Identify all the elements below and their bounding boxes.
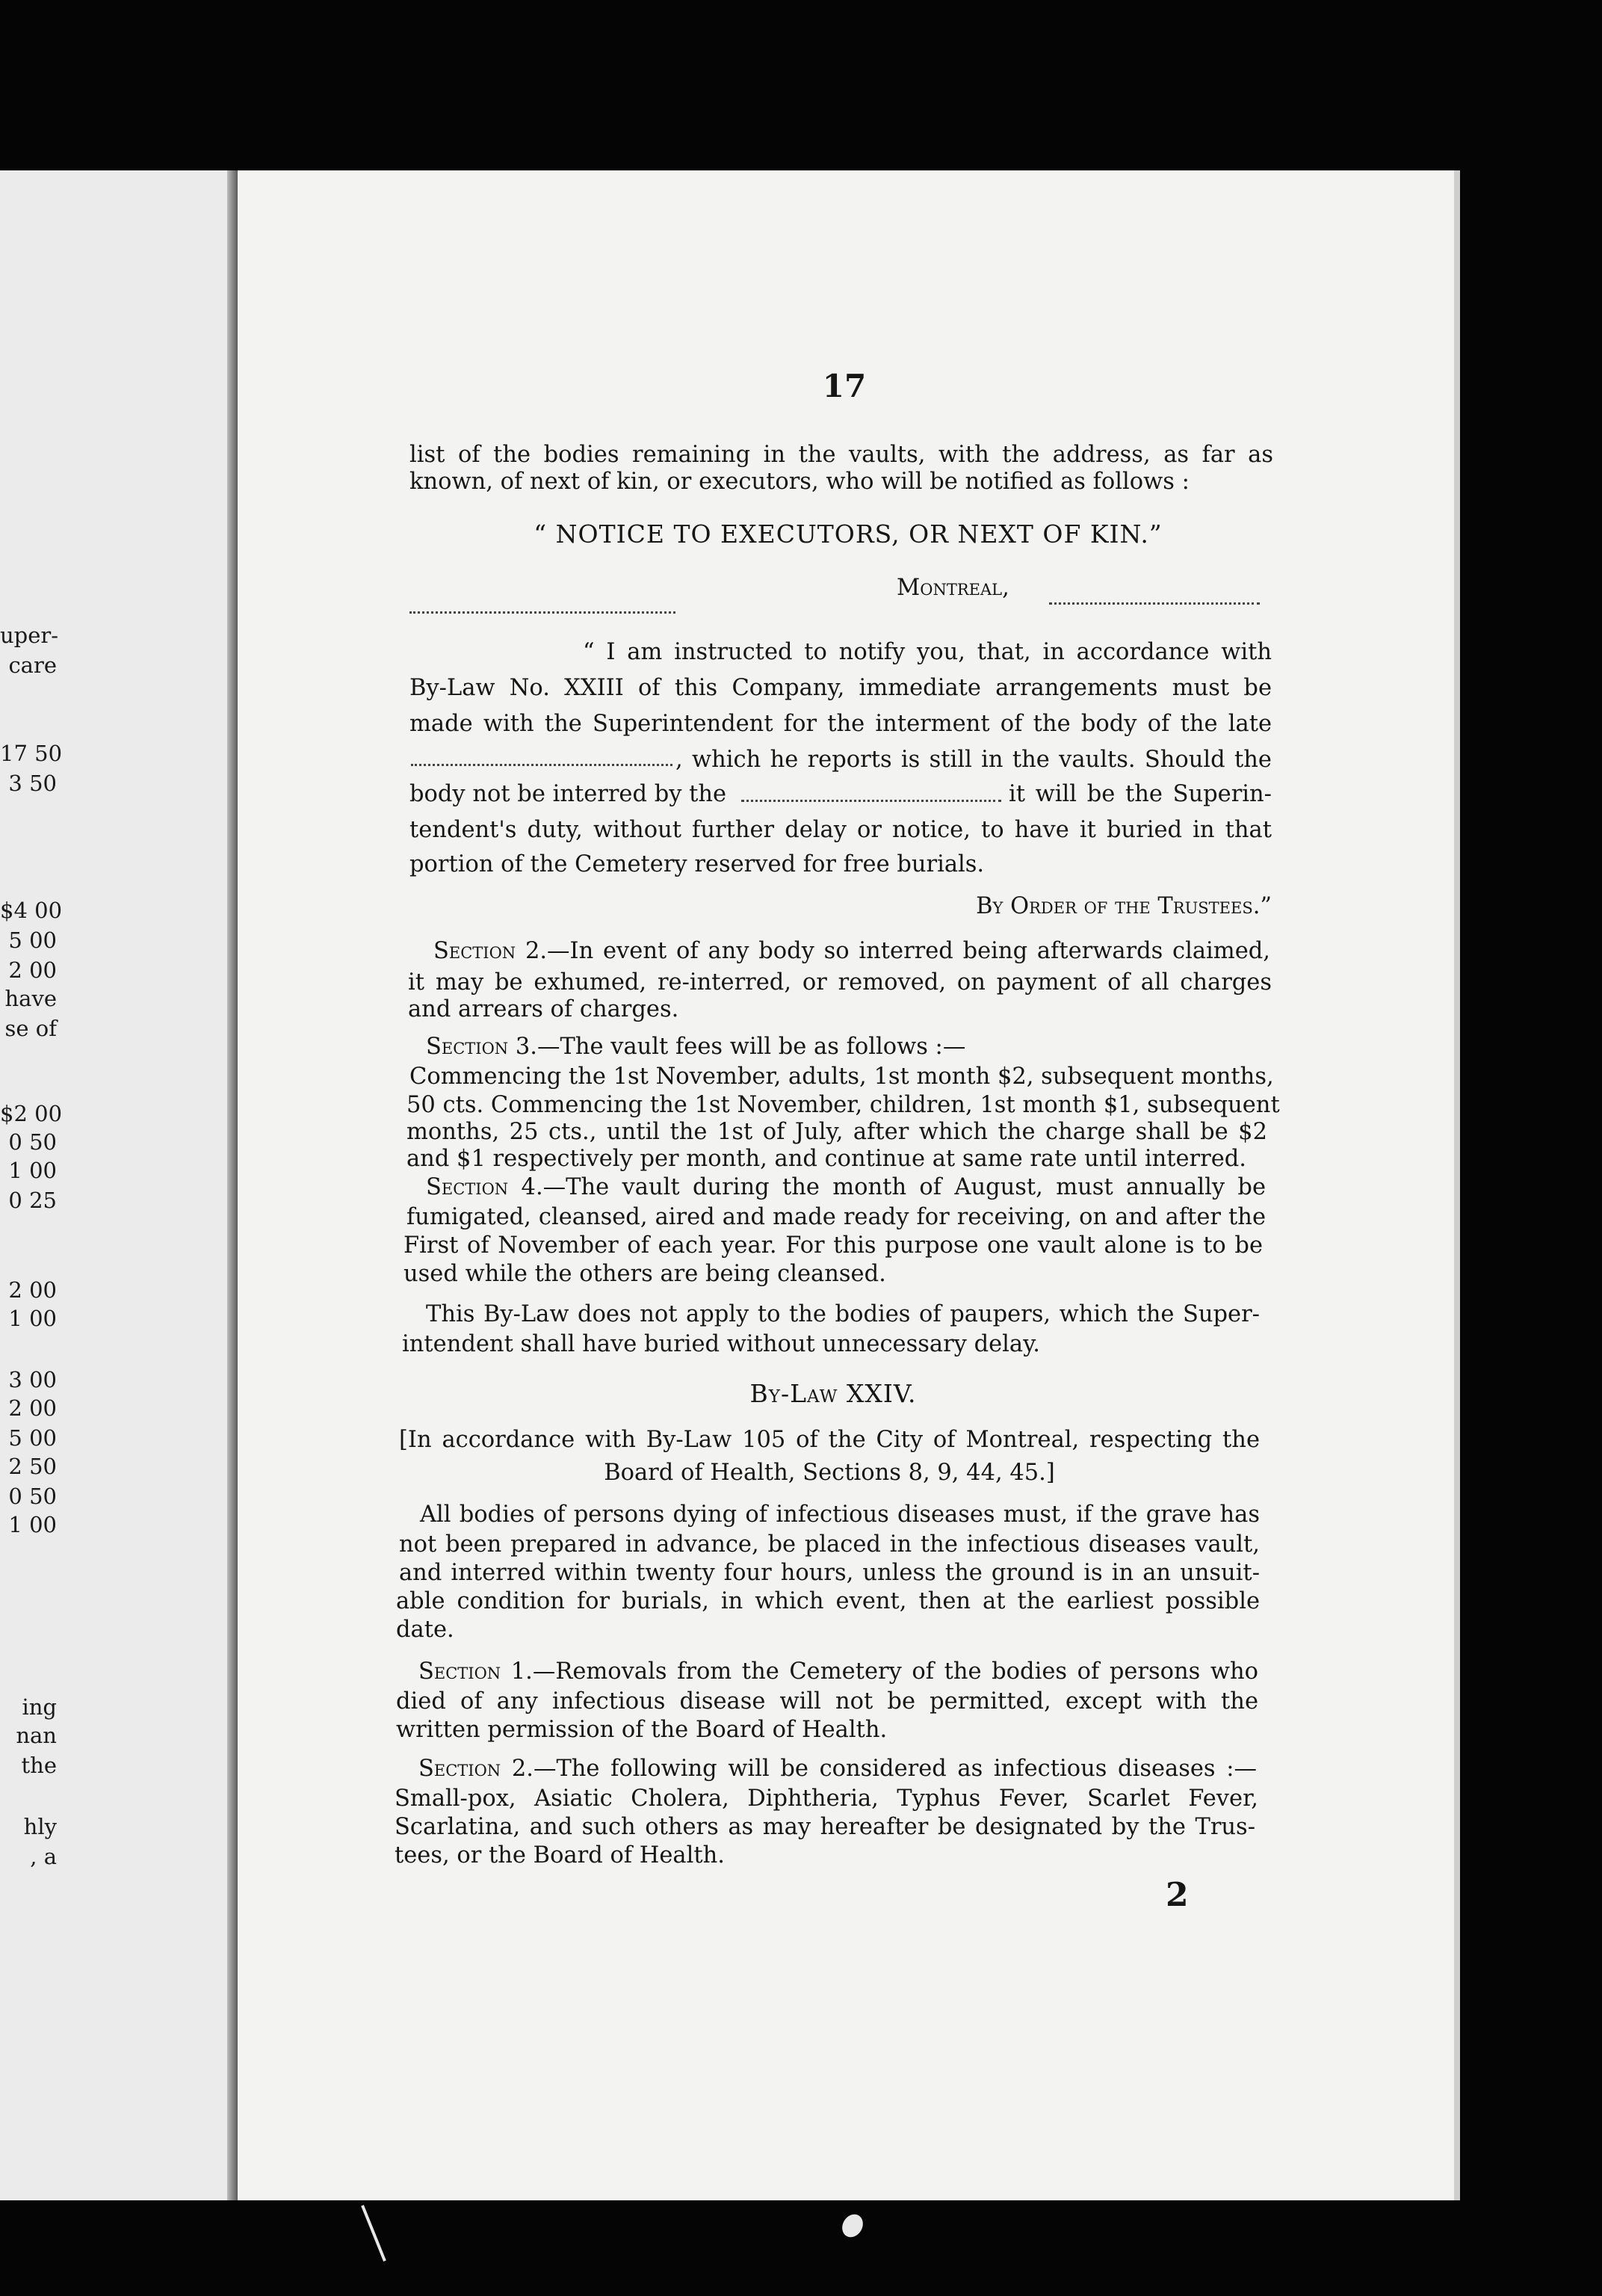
section-label: Section 2.: [433, 938, 548, 964]
left-page-fragment: $2 00: [0, 1101, 63, 1126]
left-page-fragment: care: [8, 652, 57, 678]
b24-section2-line: [418, 1756, 1257, 1782]
date-blank: [1049, 602, 1260, 605]
notice-line: portion of the Cemetery reserved for free burials.: [409, 851, 985, 877]
left-page-fragment: 3 00: [8, 1367, 57, 1392]
left-page-fragment: 5 00: [8, 928, 57, 953]
bylaw24-bracket: Board of Health, Sections 8, 9, 44, 45.]: [604, 1460, 1055, 1486]
left-page-fragment: $4 00: [0, 898, 63, 923]
left-page-fragment: se of: [4, 1016, 57, 1041]
b24-section1-line: written permission of the Board of Health.: [396, 1717, 888, 1743]
section-text: —The following will be considered as infectious diseases :—: [533, 1756, 1257, 1782]
page-number: 17: [822, 368, 867, 404]
bylaw24-line: not been prepared in advance, be placed in the infectious diseases vault,: [399, 1531, 1260, 1558]
section-label: Section 4.: [426, 1174, 543, 1200]
left-page-fragment: hly: [23, 1814, 57, 1839]
section-label: Section 1.: [418, 1658, 533, 1685]
notice-line: , which he reports is still in the vaults. Should the: [675, 747, 1272, 773]
blank-line: [409, 611, 675, 614]
left-page-fragment: have: [4, 986, 57, 1011]
left-page-fragment: 0 50: [8, 1129, 57, 1155]
section4-line: used while the others are being cleansed.: [403, 1261, 886, 1287]
section4-line: fumigated, cleansed, aired and made ready for receiving, on and after the: [406, 1204, 1266, 1230]
intro-line: known, of next of kin, or executors, who will be notified as follows :: [409, 469, 1190, 495]
left-page-fragment: 1 00: [8, 1158, 57, 1183]
section3-line: and $1 respectively per month, and continue at same rate until interred.: [406, 1146, 1246, 1172]
scan-artifact: [361, 2205, 386, 2262]
notice-line: By-Law No. XXIII of this Company, immediate arrangements must be: [409, 675, 1272, 701]
section4-line: First of November of each year. For this purpose one vault alone is to be: [403, 1232, 1263, 1259]
left-page-fragment: 5 00: [8, 1425, 57, 1451]
left-page: [0, 170, 238, 2200]
left-page-fragment: the: [21, 1753, 57, 1778]
section-text: —Removals from the Cemetery of the bodies of persons who: [532, 1658, 1258, 1685]
bylaw24-line: and interred within twenty four hours, unless the ground is in an unsuit-: [399, 1560, 1260, 1586]
left-page-fragment: , a: [30, 1844, 57, 1869]
intro-line: list of the bodies remaining in the vaults, with the address, as far as: [409, 442, 1273, 468]
section-text: —In event of any body so interred being afterwards claimed,: [547, 938, 1270, 964]
left-page-fragment: 2 00: [8, 1395, 57, 1421]
by-order: By Order of the Trustees.”: [976, 893, 1272, 919]
section-text: —The vault fees will be as follows :—: [536, 1034, 966, 1060]
left-page-fragment: ing: [22, 1694, 57, 1720]
notice-heading: “ NOTICE TO EXECUTORS, OR NEXT OF KIN.”: [534, 519, 1163, 549]
left-page-fragment: 0 50: [8, 1484, 57, 1509]
b24-section1-line: died of any infectious disease will not be permitted, except with the: [396, 1688, 1258, 1715]
name-blank: [411, 764, 672, 766]
notice-line: it will be the Superin-: [1009, 781, 1272, 807]
section2-line: and arrears of charges.: [408, 996, 679, 1022]
scan-artifact: [838, 2211, 868, 2241]
left-page-fragment: 3 50: [8, 771, 57, 796]
left-page-fragment: uper-: [0, 623, 59, 648]
notice-line: tendent's duty, without further delay or notice, to have it buried in that: [409, 817, 1272, 843]
section3-head: [426, 1034, 1288, 1060]
notice-line: body not be interred by the: [409, 781, 727, 807]
section-label: Section 3.: [426, 1034, 537, 1060]
bylaw24-heading: By-Law XXIV.: [749, 1379, 917, 1408]
section3-line: Commencing the 1st November, adults, 1st month $2, subsequent months,: [409, 1064, 1274, 1090]
left-page-fragment: 2 00: [8, 957, 57, 983]
section2-line: [433, 939, 1270, 964]
left-page-fragment: nan: [16, 1723, 57, 1748]
b24-section2-line: Scarlatina, and such others as may hereafter be designated by the Trus-: [395, 1814, 1255, 1840]
left-page-fragment: 1 00: [8, 1512, 57, 1537]
bylaw24-line: able condition for burials, in which event, then at the earliest possible: [396, 1588, 1260, 1614]
signature-mark: 2: [1166, 1876, 1189, 1914]
page-edge: [1454, 170, 1460, 2200]
left-page-fragment: 2 00: [8, 1277, 57, 1303]
b24-section2-line: tees, or the Board of Health.: [395, 1842, 725, 1868]
left-page-fragment: 17 50: [0, 741, 63, 766]
section3-line: months, 25 cts., until the 1st of July, after which the charge shall be $2: [406, 1119, 1267, 1145]
paupers-line: intendent shall have buried without unnecessary delay.: [402, 1331, 1040, 1357]
montreal-label: Montreal,: [897, 575, 1009, 601]
left-page-fragment: 2 50: [8, 1454, 57, 1479]
notice-line: “ I am instructed to notify you, that, in accordance with: [583, 639, 1272, 665]
bylaw24-bracket: [In accordance with By-Law 105 of the City of Montreal, respecting the: [399, 1427, 1260, 1453]
book-spine: [227, 170, 238, 2200]
section4-line: [426, 1175, 1266, 1200]
b24-section2-line: Small-pox, Asiatic Cholera, Diphtheria, Typhus Fever, Scarlet Fever,: [395, 1786, 1258, 1812]
left-page-fragment: 1 00: [8, 1306, 57, 1331]
paupers-line: This By-Law does not apply to the bodies of paupers, which the Super-: [426, 1301, 1260, 1327]
section-text: —The vault during the month of August, must annually be: [542, 1174, 1267, 1200]
section-label: Section 2.: [418, 1756, 534, 1782]
bylaw24-line: All bodies of persons dying of infectious diseases must, if the grave has: [420, 1502, 1260, 1528]
notice-line: made with the Superintendent for the interment of the body of the late: [409, 711, 1272, 737]
date-blank: [741, 800, 1001, 802]
left-page-fragment: 0 25: [8, 1188, 57, 1213]
b24-section1-line: [418, 1659, 1258, 1685]
section2-line: it may be exhumed, re-interred, or removed, on payment of all charges: [408, 969, 1272, 996]
section3-line: 50 cts. Commencing the 1st November, children, 1st month $1, subsequent: [406, 1092, 1280, 1118]
bylaw24-line: date.: [396, 1617, 454, 1643]
